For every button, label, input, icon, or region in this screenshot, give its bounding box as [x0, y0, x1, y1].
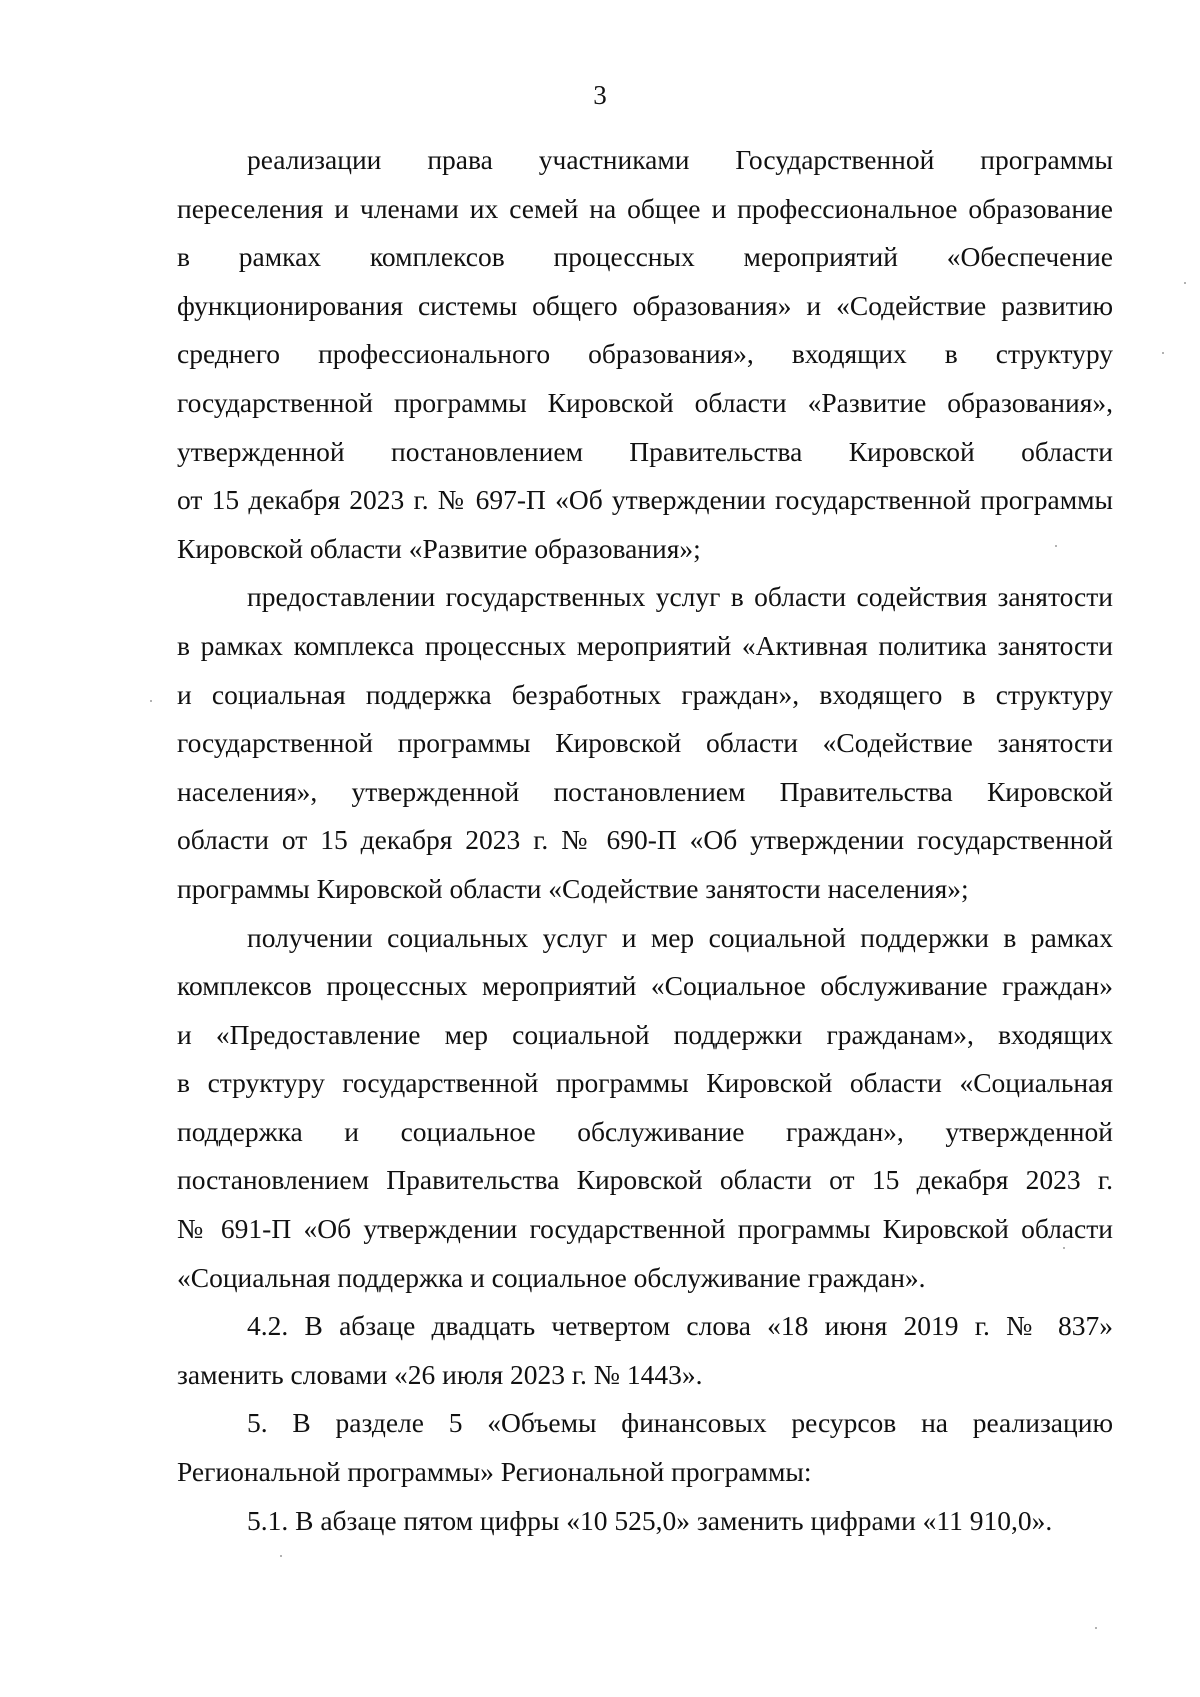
text-line: области от 15 декабря 2023 г. № 690-П «Об утверждении государственной [177, 824, 1113, 856]
scan-speck [1162, 352, 1164, 354]
text-line: реализации права участниками Государственной программы [247, 144, 1113, 175]
text-line: и социальная поддержка безработных граждан», входящего в структуру [177, 678, 1113, 710]
text-line: Кировской области «Развитие образования»; [177, 532, 701, 564]
text-line: Региональной программы» Региональной программы: [177, 1456, 812, 1488]
text-line: в структуру государственной программы Кировской области «Социальная [177, 1067, 1113, 1099]
text-line: 4.2. В абзаце двадцать четвертом слова «18 июня 2019 г. № 837» [247, 1310, 1113, 1342]
text-line: и «Предоставление мер социальной поддержки гражданам», входящих [177, 1018, 1113, 1050]
text-line: заменить словами «26 июля 2023 г. № 1443». [177, 1358, 703, 1390]
text-line: переселения и членами их семей на общее и профессиональное образование [177, 192, 1113, 224]
text-line: от 15 декабря 2023 г. № 697-П «Об утверждении государственной программы [177, 484, 1113, 516]
text-line: комплексов процессных мероприятий «Социальное обслуживание граждан» [177, 970, 1113, 1002]
text-line: № 691-П «Об утверждении государственной программы Кировской области [177, 1213, 1113, 1245]
text-line: 5.1. В абзаце пятом цифры «10 525,0» заменить цифрами «11 910,0». [247, 1504, 1053, 1536]
text-line: государственной программы Кировской области «Развитие образования», [177, 386, 1113, 418]
text-line: программы Кировской области «Содействие занятости населения»; [177, 872, 969, 904]
paragraph-item-5-1 [177, 1497, 1113, 1546]
scan-speck [1063, 1247, 1065, 1249]
text-line: государственной программы Кировской области «Содействие занятости [177, 727, 1113, 759]
paragraph-social-support [177, 914, 1113, 1303]
text-line: «Социальная поддержка и социальное обслуживание граждан». [177, 1261, 926, 1293]
text-line: среднего профессионального образования», входящих в структуру [177, 338, 1113, 370]
text-line: получении социальных услуг и мер социальной поддержки в рамках [247, 921, 1113, 953]
text-line: в рамках комплексов процессных мероприятий «Обеспечение [177, 241, 1113, 273]
document-body [177, 136, 1113, 1545]
scan-speck [150, 700, 152, 702]
text-line: в рамках комплекса процессных мероприятий «Активная политика занятости [177, 629, 1113, 661]
text-line: поддержка и социальное обслуживание граждан», утвержденной [177, 1115, 1113, 1147]
paragraph-item-4-2 [177, 1302, 1113, 1399]
scan-speck [1055, 545, 1057, 547]
scan-speck [280, 1555, 282, 1557]
paragraph-item-5 [177, 1399, 1113, 1496]
paragraph-employment [177, 573, 1113, 913]
text-line: предоставлении государственных услуг в области содействия занятости [247, 581, 1113, 613]
text-line: утвержденной постановлением Правительства Кировской области [177, 435, 1113, 467]
text-line: 5. В разделе 5 «Объемы финансовых ресурсов на реализацию [247, 1407, 1113, 1439]
paragraph-education [177, 136, 1113, 573]
scan-speck [1184, 282, 1186, 284]
page-number: 3 [593, 80, 607, 110]
text-line: населения», утвержденной постановлением Правительства Кировской [177, 775, 1113, 807]
scan-speck [1095, 1627, 1097, 1629]
text-line: функционирования системы общего образования» и «Содействие развитию [177, 289, 1113, 321]
text-line: постановлением Правительства Кировской области от 15 декабря 2023 г. [177, 1164, 1113, 1196]
